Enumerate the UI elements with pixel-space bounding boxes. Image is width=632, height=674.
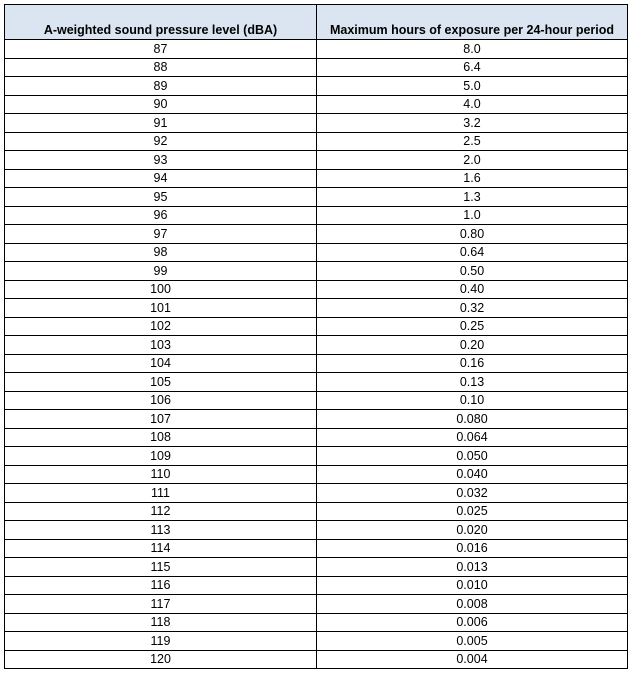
- cell-max-hours: 0.025: [317, 502, 628, 521]
- cell-max-hours: 0.13: [317, 373, 628, 392]
- table-row: [5, 410, 628, 429]
- cell-max-hours: 0.10: [317, 391, 628, 410]
- table-row: [5, 317, 628, 336]
- table-row: [5, 114, 628, 133]
- cell-max-hours: 0.50: [317, 262, 628, 281]
- table-row: [5, 484, 628, 503]
- cell-sound-level: 100: [5, 280, 317, 299]
- table-row: [5, 206, 628, 225]
- cell-sound-level: 104: [5, 354, 317, 373]
- cell-sound-level: 109: [5, 447, 317, 466]
- table-row: [5, 299, 628, 318]
- cell-sound-level: 96: [5, 206, 317, 225]
- cell-sound-level: 116: [5, 576, 317, 595]
- cell-max-hours: 1.3: [317, 188, 628, 207]
- cell-sound-level: 117: [5, 595, 317, 614]
- cell-max-hours: 0.005: [317, 632, 628, 651]
- cell-max-hours: 0.010: [317, 576, 628, 595]
- cell-max-hours: 8.0: [317, 40, 628, 59]
- cell-max-hours: 0.64: [317, 243, 628, 262]
- cell-max-hours: 2.0: [317, 151, 628, 170]
- cell-max-hours: 0.020: [317, 521, 628, 540]
- table-row: [5, 40, 628, 59]
- table-row: [5, 558, 628, 577]
- cell-sound-level: 112: [5, 502, 317, 521]
- cell-max-hours: 0.064: [317, 428, 628, 447]
- table-row: [5, 650, 628, 669]
- cell-sound-level: 113: [5, 521, 317, 540]
- table-row: [5, 280, 628, 299]
- cell-max-hours: 0.040: [317, 465, 628, 484]
- cell-sound-level: 87: [5, 40, 317, 59]
- table-row: [5, 447, 628, 466]
- table-row: [5, 521, 628, 540]
- table-body: [5, 40, 628, 669]
- cell-sound-level: 90: [5, 95, 317, 114]
- table-row: [5, 336, 628, 355]
- cell-max-hours: 0.080: [317, 410, 628, 429]
- table-row: [5, 77, 628, 96]
- cell-sound-level: 119: [5, 632, 317, 651]
- cell-max-hours: 0.25: [317, 317, 628, 336]
- cell-sound-level: 115: [5, 558, 317, 577]
- noise-exposure-table: [4, 4, 628, 669]
- cell-sound-level: 106: [5, 391, 317, 410]
- table-row: [5, 225, 628, 244]
- cell-sound-level: 101: [5, 299, 317, 318]
- table-row: [5, 539, 628, 558]
- cell-max-hours: 0.013: [317, 558, 628, 577]
- cell-max-hours: 0.32: [317, 299, 628, 318]
- cell-sound-level: 93: [5, 151, 317, 170]
- cell-max-hours: 1.0: [317, 206, 628, 225]
- table-row: [5, 58, 628, 77]
- cell-sound-level: 120: [5, 650, 317, 669]
- table-row: [5, 262, 628, 281]
- cell-max-hours: 6.4: [317, 58, 628, 77]
- cell-sound-level: 92: [5, 132, 317, 151]
- cell-sound-level: 97: [5, 225, 317, 244]
- cell-max-hours: 0.40: [317, 280, 628, 299]
- table-row: [5, 243, 628, 262]
- cell-max-hours: 0.20: [317, 336, 628, 355]
- table-row: [5, 95, 628, 114]
- cell-sound-level: 98: [5, 243, 317, 262]
- table-row: [5, 428, 628, 447]
- cell-max-hours: 5.0: [317, 77, 628, 96]
- cell-sound-level: 91: [5, 114, 317, 133]
- table-row: [5, 595, 628, 614]
- table-row: [5, 632, 628, 651]
- exposure-table-container: [4, 4, 627, 669]
- table-row: [5, 188, 628, 207]
- cell-max-hours: 0.004: [317, 650, 628, 669]
- cell-max-hours: 1.6: [317, 169, 628, 188]
- table-row: [5, 465, 628, 484]
- table-row: [5, 502, 628, 521]
- table-row: [5, 613, 628, 632]
- cell-sound-level: 95: [5, 188, 317, 207]
- table-row: [5, 169, 628, 188]
- table-row: [5, 132, 628, 151]
- cell-sound-level: 105: [5, 373, 317, 392]
- cell-max-hours: 0.008: [317, 595, 628, 614]
- cell-sound-level: 99: [5, 262, 317, 281]
- cell-max-hours: 0.80: [317, 225, 628, 244]
- column-header-max-hours: Maximum hours of exposure per 24-hour period: [317, 5, 628, 40]
- cell-max-hours: 4.0: [317, 95, 628, 114]
- cell-sound-level: 94: [5, 169, 317, 188]
- cell-max-hours: 3.2: [317, 114, 628, 133]
- cell-max-hours: 0.032: [317, 484, 628, 503]
- cell-sound-level: 103: [5, 336, 317, 355]
- cell-max-hours: 0.050: [317, 447, 628, 466]
- cell-sound-level: 114: [5, 539, 317, 558]
- table-row: [5, 576, 628, 595]
- cell-sound-level: 111: [5, 484, 317, 503]
- table-row: [5, 373, 628, 392]
- table-row: [5, 354, 628, 373]
- cell-max-hours: 0.016: [317, 539, 628, 558]
- cell-sound-level: 118: [5, 613, 317, 632]
- cell-max-hours: 0.16: [317, 354, 628, 373]
- cell-max-hours: 0.006: [317, 613, 628, 632]
- cell-sound-level: 108: [5, 428, 317, 447]
- cell-sound-level: 89: [5, 77, 317, 96]
- cell-sound-level: 110: [5, 465, 317, 484]
- table-row: [5, 151, 628, 170]
- cell-sound-level: 107: [5, 410, 317, 429]
- column-header-sound-level: A-weighted sound pressure level (dBA): [5, 5, 317, 40]
- table-row: [5, 391, 628, 410]
- cell-sound-level: 88: [5, 58, 317, 77]
- header-row: [5, 5, 628, 40]
- cell-max-hours: 2.5: [317, 132, 628, 151]
- table-header: [5, 5, 628, 40]
- cell-sound-level: 102: [5, 317, 317, 336]
